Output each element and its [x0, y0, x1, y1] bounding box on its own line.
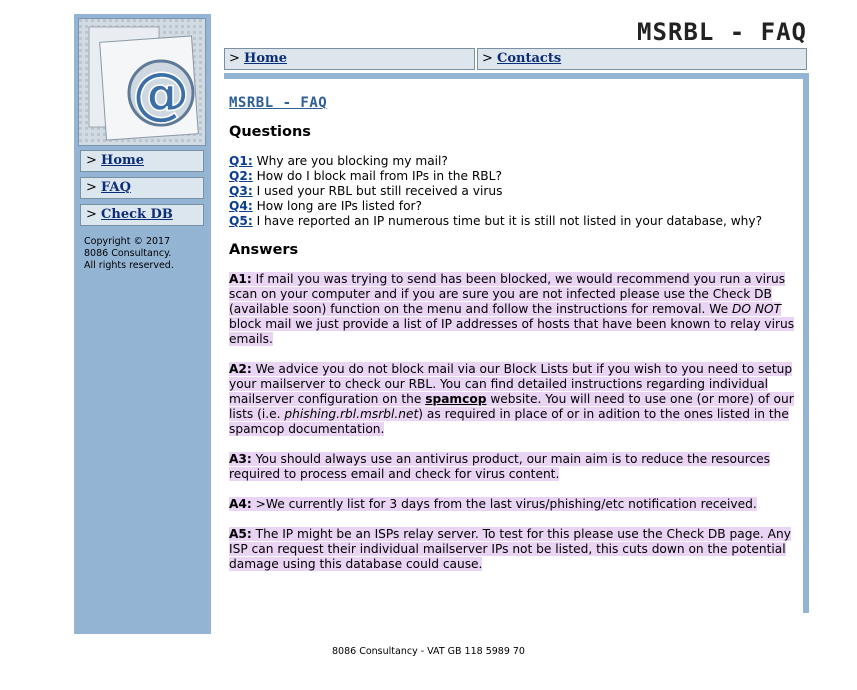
copyright [84, 236, 210, 272]
copyright-line: All rights reserved. [84, 260, 174, 271]
answer-emphasis: DO NOT [732, 302, 782, 316]
question-link-q5[interactable]: Q5: [229, 214, 253, 228]
question-item [229, 154, 797, 169]
question-text: I have reported an IP numerous time but it is still not listed in your database, why? [252, 214, 763, 228]
question-link-q2[interactable]: Q2: [229, 169, 253, 183]
content-frame-right [803, 73, 809, 613]
main-content [229, 96, 797, 587]
copyright-line: 8086 Consultancy. [84, 248, 172, 259]
top-nav-contacts[interactable] [477, 48, 807, 70]
sidebar-item-home[interactable] [80, 150, 204, 172]
nav-prefix: > [229, 51, 245, 66]
at-sign-icon [79, 19, 206, 146]
nav-prefix: > [86, 153, 102, 168]
question-text: How long are IPs listed for? [252, 199, 423, 213]
answer-text: The IP might be an ISPs relay server. To test for this please use the Check DB page. Any ISP can request their individual mailserver IPs not be listed, this cuts down on the potential damage using this database could cause. [229, 527, 791, 571]
question-item [229, 169, 797, 184]
answer-id: A4: [229, 497, 252, 511]
top-nav-home[interactable] [224, 48, 475, 70]
question-item [229, 214, 797, 229]
answer-a5 [229, 527, 797, 572]
question-text: How do I block mail from IPs in the RBL? [252, 169, 502, 183]
sidebar-link-home[interactable]: Home [101, 153, 145, 168]
sidebar-link-faq[interactable]: FAQ [101, 180, 131, 195]
answer-a1 [229, 272, 797, 347]
sidebar-item-faq[interactable] [80, 177, 204, 199]
nav-prefix: > [482, 51, 498, 66]
answer-text: >We currently list for 3 days from the last virus/phishing/etc notification received. [251, 497, 757, 511]
questions-list [229, 154, 797, 229]
answer-text: You should always use an antivirus product, our main aim is to reduce the resources required to process email and check for virus content. [229, 452, 771, 481]
top-nav-contacts-link[interactable]: Contacts [497, 51, 562, 66]
answer-id: A1: [229, 272, 252, 286]
answer-text: block mail we just provide a list of IP addresses of hosts that have been known to relay virus emails. [229, 317, 795, 346]
question-text: I used your RBL but still received a virus [252, 184, 503, 198]
answers-title: Answers [229, 242, 299, 258]
question-item [229, 199, 797, 214]
copyright-line: Copyright © 2017 [84, 236, 171, 247]
question-link-q4[interactable]: Q4: [229, 199, 253, 213]
answer-a4 [229, 497, 797, 512]
footer: 8086 Consultancy - VAT GB 118 5989 70 [332, 646, 525, 657]
answer-id: A5: [229, 527, 252, 541]
svg-text:@: @ [132, 59, 190, 127]
nav-prefix: > [86, 180, 102, 195]
answer-id: A2: [229, 362, 252, 376]
spamcop-link[interactable]: spamcop [425, 392, 487, 406]
content-frame-top [224, 73, 809, 79]
answer-id: A3: [229, 452, 252, 466]
answer-text: website. You will need to use one (or more) of our lists (i.e. [229, 392, 794, 421]
answer-text: ) as required in place of or in adition to the ones listed in the spamcop documentation. [229, 407, 789, 436]
question-item [229, 184, 797, 199]
answer-a3 [229, 452, 797, 482]
answer-text: If mail you was trying to send has been blocked, we would recommend you run a virus scan on your computer and if you are sure you are not infected please use the Check DB (available soon) function on the menu and follow the instructions for removal. We [229, 272, 786, 316]
questions-title: Questions [229, 124, 311, 140]
question-text: Why are you blocking my mail? [252, 154, 448, 168]
at-sign-logo [78, 18, 206, 146]
nav-prefix: > [86, 207, 102, 222]
top-nav-home-link[interactable]: Home [244, 51, 288, 66]
question-link-q3[interactable]: Q3: [229, 184, 253, 198]
answer-emphasis: phishing.rbl.msrbl.net [284, 407, 419, 421]
question-link-q1[interactable]: Q1: [229, 154, 253, 168]
site-title: MSRBL - FAQ [637, 18, 807, 46]
answer-text: We advice you do not block mail via our Block Lists but if you wish to you need to setup your mailserver to check our RBL. You can find detailed instructions regarding individual mailserver configuration on the [229, 362, 793, 406]
page-heading: MSRBL - FAQ [229, 95, 328, 111]
sidebar-link-check-db[interactable]: Check DB [101, 207, 173, 222]
sidebar-item-check-db[interactable] [80, 204, 204, 226]
answer-a2 [229, 362, 797, 437]
